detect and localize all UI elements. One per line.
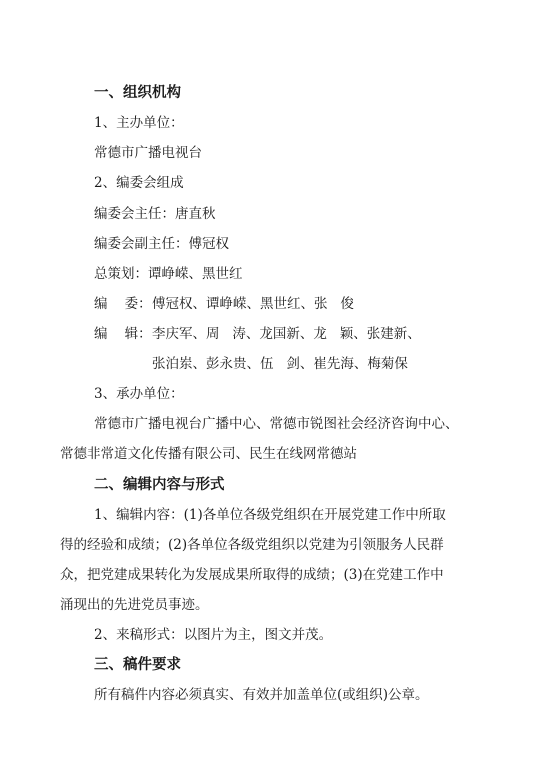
undertaker-line2: 常德非常道文化传播有限公司、民生在线网常德站 [60, 446, 357, 462]
content-line2: 得的经验和成绩；(2)各单位各级党组织以党建为引领服务人民群 [60, 537, 444, 553]
content-line4: 涌现出的先进党员事迹。 [60, 597, 209, 613]
section2-heading: 二、编辑内容与形式 [94, 477, 225, 493]
members-label: 编 委： [94, 296, 152, 312]
editors-names-line2: 张泊岽、彭永贵、伍 剑、崔先海、梅菊保 [152, 356, 408, 372]
undertaker-line1: 常德市广播电视台广播中心、常德市锐图社会经济咨询中心、 [94, 416, 459, 432]
editors-label: 编 辑： [94, 326, 152, 342]
committee-label: 2、编委会组成 [94, 175, 184, 191]
chief-planner: 总策划：谭峥嵘、黑世红 [94, 266, 243, 282]
members-names: 傅冠权、谭峥嵘、黑世红、张 俊 [152, 296, 354, 312]
members-row [94, 295, 354, 313]
editors-names-line1: 李庆军、周 涛、龙国新、龙 颖、张建新、 [152, 326, 421, 342]
organizer-label: 1、主办单位： [94, 115, 184, 131]
content-line3: 众，把党建成果转化为发展成果所取得的成绩；(3)在党建工作中 [60, 567, 444, 583]
section3-heading: 三、稿件要求 [94, 657, 181, 673]
organizer-name: 常德市广播电视台 [94, 145, 202, 161]
requirement-line: 所有稿件内容必须真实、有效并加盖单位(或组织)公章。 [94, 687, 429, 703]
section1-heading: 一、组织机构 [94, 85, 181, 101]
form-line: 2、来稿形式：以图片为主，图文并茂。 [94, 627, 333, 643]
committee-director: 编委会主任：唐直秋 [94, 206, 216, 222]
content-line1: 1、编辑内容：(1)各单位各级党组织在开展党建工作中所取 [94, 507, 446, 523]
editors-row [94, 325, 421, 343]
committee-deputy-director: 编委会副主任：傅冠权 [94, 236, 229, 252]
undertaker-label: 3、承办单位： [94, 386, 184, 402]
